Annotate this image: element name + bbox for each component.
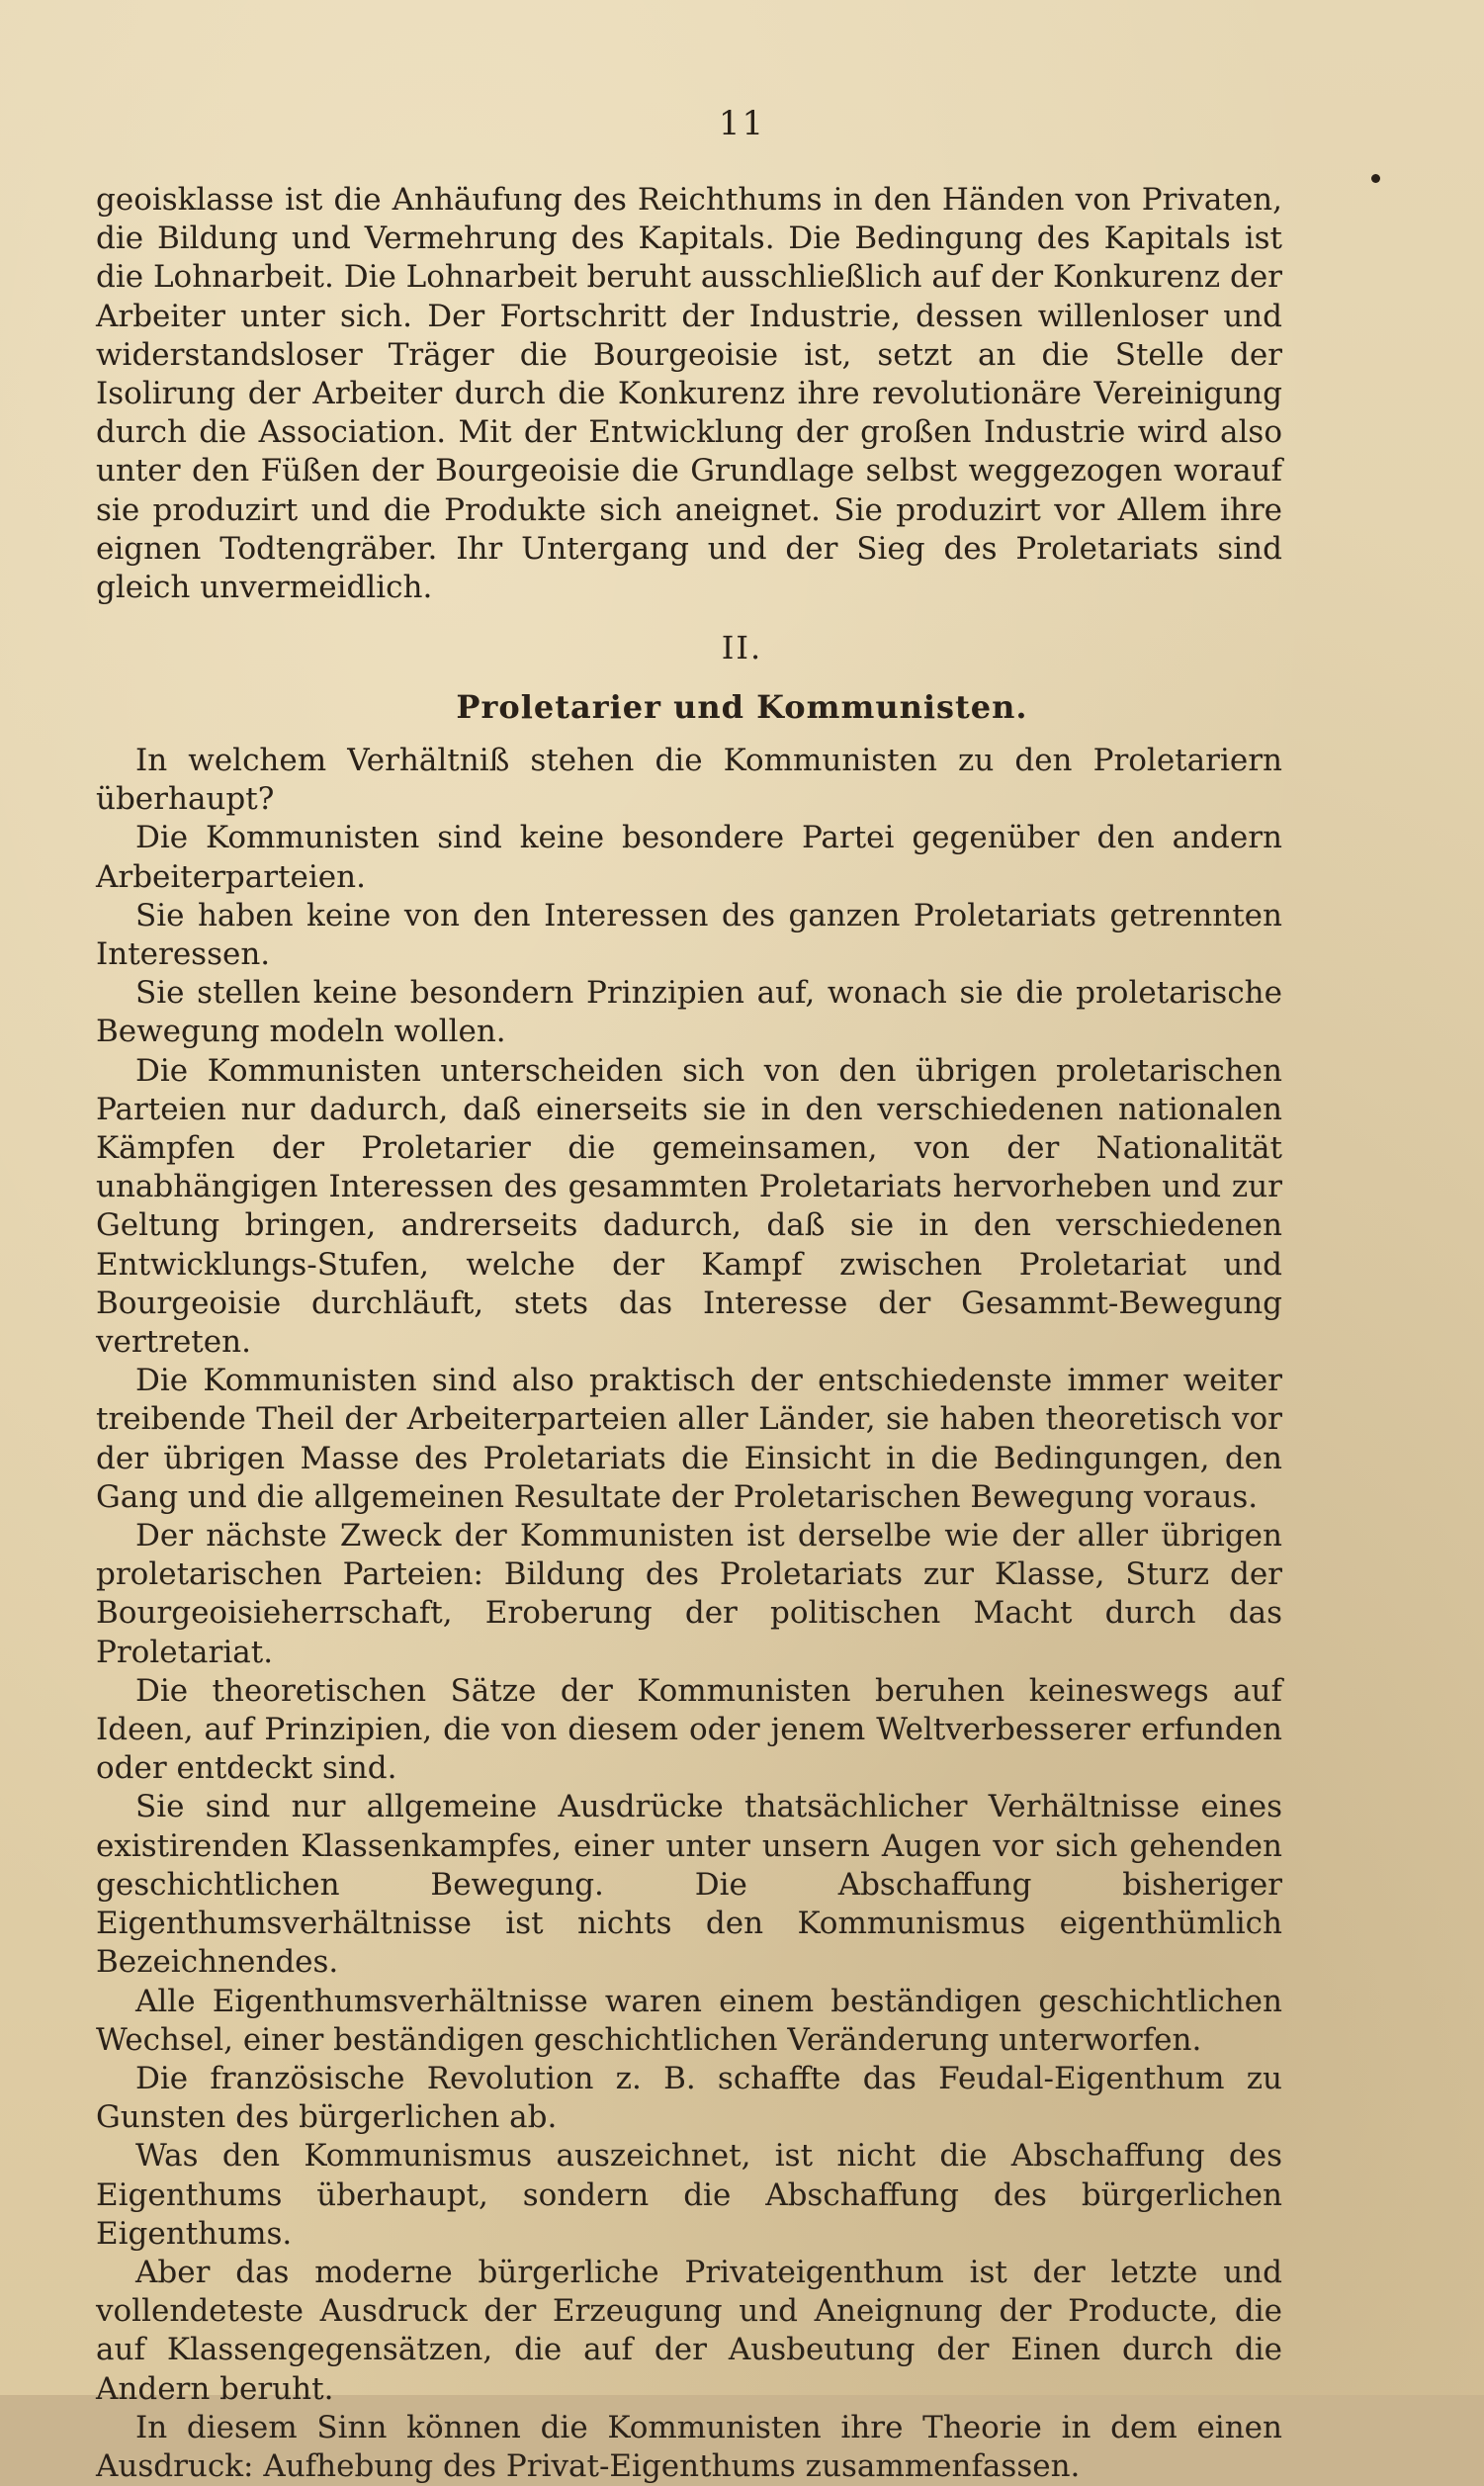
paragraph: Aber das moderne bürgerliche Privateigenthum ist der letzte und vollendeteste Ausdruck der Erzeugung und Aneignung der Producte, die auf Klassengegensätzen, die auf der Ausbeutung der Einen durch die Andern beruht. <box>96 2254 1282 2407</box>
paragraph: Der nächste Zweck der Kommunisten ist derselbe wie der aller übrigen proletarischen Parteien: Bildung des Proletariats zur Klasse, Sturz der Bourgeoisieherrschaft, Eroberung der politischen Macht durch das Proletariat. <box>96 1518 1282 1670</box>
paragraph: Die theoretischen Sätze der Kommunisten beruhen keineswegs auf Ideen, auf Prinzipien, die von diesem oder jenem Weltverbesserer erfunden oder entdeckt sind. <box>96 1672 1282 1787</box>
section-numeral: II. <box>721 629 763 666</box>
section-title: Proletarier und Kommunisten. <box>456 688 1028 726</box>
paragraph: Sie sind nur allgemeine Ausdrücke thatsächlicher Verhältnisse eines existirenden Klassenkampfes, einer unter unsern Augen vor sich gehenden geschichtlichen Bewegung. Die Abschaffung bisheriger Eigenthumsverhältnisse ist nichts den Kommunismus eigenthümlich Bezeichnendes. <box>96 1789 1282 1981</box>
paragraph: In diesem Sinn können die Kommunisten ihre Theorie in dem einen Ausdruck: Aufhebung des Privat-Eigenthums zusammenfassen. <box>96 2409 1282 2484</box>
paragraph: Die Kommunisten sind also praktisch der entschiedenste immer weiter treibende Theil der Arbeiterparteien aller Länder, sie haben theoretisch vor der übrigen Masse des Proletariats die Einsicht in die Bedingungen, den Gang und die allgemeinen Resultate der Proletarischen Bewegung voraus. <box>96 1363 1282 1515</box>
paragraph: Alle Eigenthumsverhältnisse waren einem beständigen geschichtlichen Wechsel, einer beständigen geschichtlichen Veränderung unterworfen. <box>96 1983 1282 2058</box>
paragraph: Was den Kommunismus auszeichnet, ist nicht die Abschaffung des Eigenthums überhaupt, sondern die Abschaffung des bürgerlichen Eigenthums. <box>96 2138 1282 2252</box>
paragraph: Die Kommunisten unterscheiden sich von den übrigen proletarischen Parteien nur dadurch, daß einerseits sie in den verschiedenen nationalen Kämpfen der Proletarier die gemeinsamen, von der Nationalität unabhängigen Interessen des gesammten Proletariats hervorheben und zur Geltung bringen, andrerseits dadurch, daß sie in den verschiedenen Entwicklungs-Stufen, welche der Kampf zwischen Proletariat und Bourgeoisie durchläuft, stets das Interesse der Gesammt-Bewegung vertreten. <box>96 1052 1282 1361</box>
paragraph: In welchem Verhältniß stehen die Kommunisten zu den Proletariern überhaupt? <box>96 743 1282 818</box>
paragraph: Sie haben keine von den Interessen des ganzen Proletariats getrennten Interessen. <box>96 897 1282 973</box>
continued-paragraph: geoisklasse ist die Anhäufung des Reichthums in den Händen von Privaten, die Bildung und Vermehrung des Kapitals. Die Bedingung des Kapitals ist die Lohnarbeit. Die Lohnarbeit beruht ausschließlich auf der Konkurenz der Arbeiter unter sich. Der Fortschritt der Industrie, dessen willenloser und widerstandsloser Träger die Bourgeoisie ist, setzt an die Stelle der Isolirung der Arbeiter durch die Konkurenz ihre revolutionäre Vereinigung durch die Association. Mit der Entwicklung der großen Industrie wird also unter den Füßen der Bourgeoisie die Grundlage selbst weggezogen worauf sie produzirt und die Produkte sich aneignet. Sie produzirt vor Allem ihre eignen Todtengräber. Ihr Untergang und der Sieg des Proletariats sind gleich unvermeidlich. <box>96 182 1282 606</box>
paragraph: Sie stellen keine besondern Prinzipien auf, wonach sie die proletarische Bewegung modeln wollen. <box>96 975 1282 1050</box>
paragraph: Die französische Revolution z. B. schaffte das Feudal-Eigenthum zu Gunsten des bürgerlichen ab. <box>96 2060 1282 2136</box>
section-heading <box>0 629 1484 726</box>
page-number: 11 <box>718 104 766 143</box>
paragraph: Die Kommunisten sind keine besondere Partei gegenüber den andern Arbeiterparteien. <box>96 820 1282 895</box>
section-body <box>96 742 1282 2486</box>
ink-speck <box>1371 174 1380 183</box>
